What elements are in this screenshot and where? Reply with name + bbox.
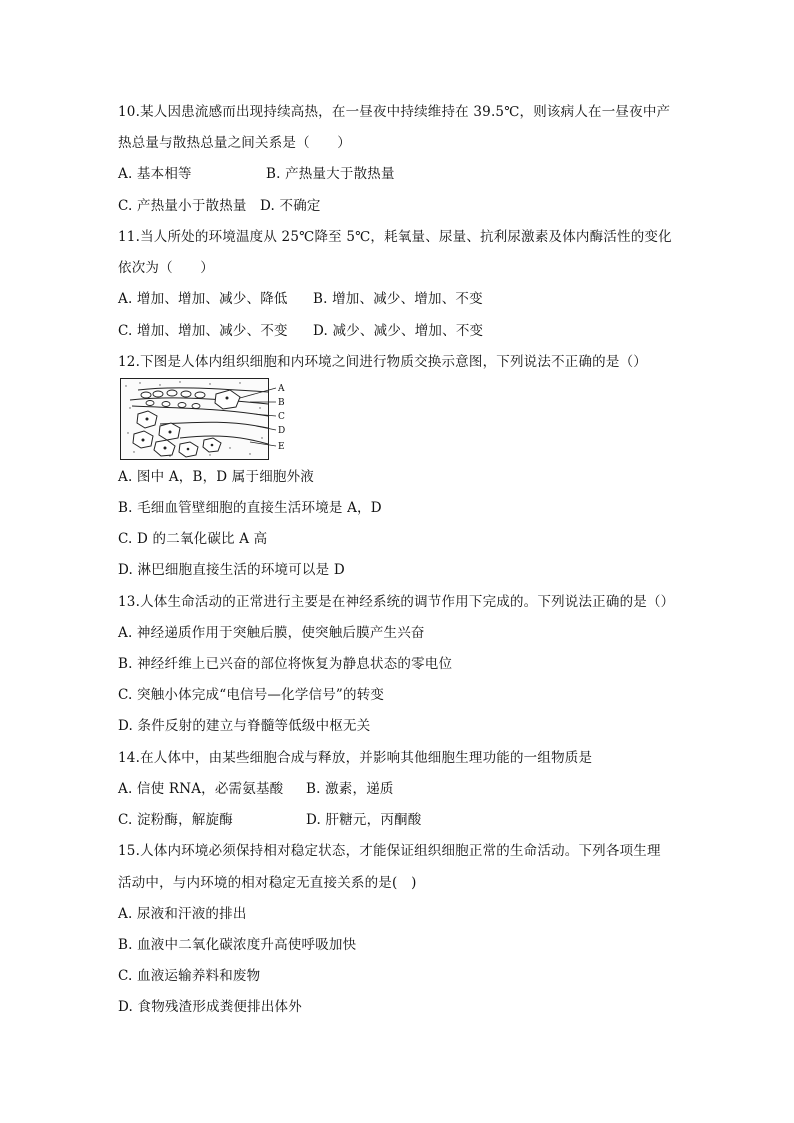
q10-options-row2	[118, 197, 321, 215]
q14-options-row2	[118, 811, 421, 829]
q14-stem: 14.在人体中，由某些细胞合成与释放，并影响其他细胞生理功能的一组物质是	[118, 750, 593, 766]
q10-stem-line2: 热总量与散热总量之间关系是（ ）	[118, 135, 351, 151]
label-b: B	[278, 398, 285, 408]
q13-option-a: A. 神经递质作用于突触后膜，使突触后膜产生兴奋	[118, 625, 425, 641]
q11-option-c: C. 增加、增加、减少、不变	[118, 323, 288, 339]
q15-stem-line2: 活动中，与内环境的相对稳定无直接关系的是( )	[118, 875, 417, 891]
q14-options-row1	[118, 780, 394, 798]
q15-option-b: B. 血液中二氧化碳浓度升高使呼吸加快	[118, 937, 357, 953]
q11-options-row1	[118, 290, 483, 308]
q12-option-a: A. 图中 A，B，D 属于细胞外液	[118, 469, 315, 485]
q15-option-a: A. 尿液和汗液的排出	[118, 906, 247, 922]
blood-cell	[178, 403, 186, 408]
tissue-exchange-diagram	[120, 378, 288, 460]
q11-stem-line1: 11.当人所处的环境温度从 25℃降至 5℃，耗氧量、尿量、抗利尿激素及体内酶活性的变化	[118, 229, 672, 245]
q10-option-b: B. 产热量大于散热量	[266, 166, 395, 182]
q13-option-d: D. 条件反射的建立与脊髓等低级中枢无关	[118, 718, 371, 734]
q15-option-c: C. 血液运输养料和废物	[118, 968, 261, 984]
q14-option-c: C. 淀粉酶，解旋酶	[118, 812, 233, 828]
blood-cell	[195, 392, 205, 398]
q14-option-a: A. 信使 RNA，必需氨基酸	[118, 781, 284, 797]
diagram-labels	[277, 384, 285, 452]
blood-cell	[153, 391, 163, 397]
blood-cell	[181, 391, 191, 397]
blood-cell	[146, 401, 154, 406]
q12-stem: 12.下图是人体内组织细胞和内环境之间进行物质交换示意图，下列说法不正确的是（）	[118, 354, 647, 370]
q10-option-d: D. 不确定	[260, 198, 321, 214]
q10-stem-line1: 10.某人因患流感而出现持续高热，在一昼夜中持续维持在 39.5℃，则该病人在一昼夜中产	[118, 104, 671, 120]
q10-option-c: C. 产热量小于散热量	[118, 198, 247, 214]
q10-options-row1	[118, 165, 395, 183]
blood-cell	[167, 390, 177, 396]
label-c: C	[278, 412, 285, 422]
q13-option-b: B. 神经纤维上已兴奋的部位将恢复为静息状态的零电位	[118, 656, 453, 672]
q11-stem-line2: 依次为（ ）	[118, 260, 214, 276]
q14-option-b: B. 激素，递质	[306, 781, 394, 797]
q12-option-c: C. D 的二氧化碳比 A 高	[118, 531, 268, 547]
q13-option-c: C. 突触小体完成“电信号—化学信号”的转变	[118, 687, 385, 703]
q12-option-b: B. 毛细血管壁细胞的直接生活环境是 A，D	[118, 500, 382, 516]
label-e: E	[278, 442, 285, 452]
blood-cell	[192, 404, 200, 409]
q15-option-d: D. 食物残渣形成粪便排出体外	[118, 999, 302, 1015]
q12-option-d: D. 淋巴细胞直接生活的环境可以是 D	[118, 562, 345, 578]
label-d: D	[278, 426, 286, 436]
q15-stem-line1: 15.人体内环境必须保持相对稳定状态，才能保证组织细胞正常的生命活动。下列各项生理	[118, 843, 661, 859]
label-a: A	[278, 384, 285, 394]
q13-stem: 13.人体生命活动的正常进行主要是在神经系统的调节作用下完成的。下列说法正确的是（）	[118, 594, 675, 610]
q11-option-d: D. 减少、减少、增加、不变	[313, 323, 484, 339]
q10-option-a: A. 基本相等	[118, 166, 192, 182]
blood-cell	[162, 402, 170, 407]
blood-cell	[141, 392, 151, 398]
q11-option-a: A. 增加、增加、减少、降低	[118, 291, 288, 307]
q11-options-row2	[118, 322, 483, 340]
q11-option-b: B. 增加、减少、增加、不变	[313, 291, 483, 307]
q14-option-d: D. 肝糖元，丙酮酸	[306, 812, 422, 828]
